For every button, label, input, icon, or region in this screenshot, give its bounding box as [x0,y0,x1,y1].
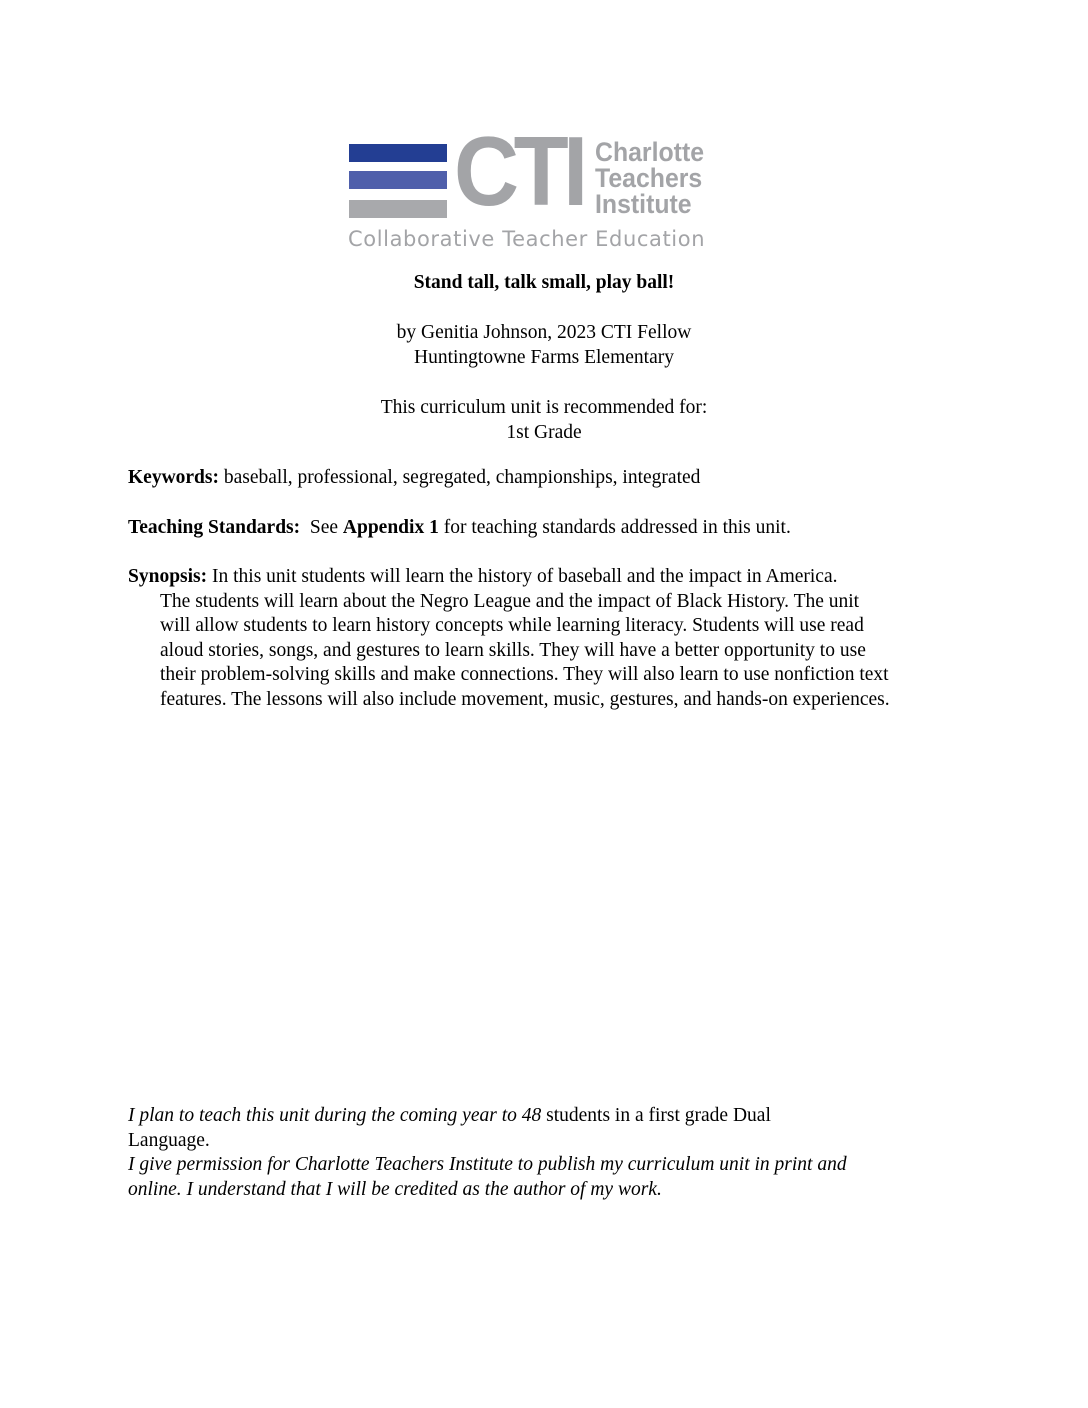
permission-statement-line-1: I give permission for Charlotte Teachers Institute to publish my curriculum unit in print and [128,1154,847,1175]
keywords-label: Keywords: [128,467,219,488]
synopsis-line: will allow students to learn history concepts while learning literacy. Students will use read [160,615,864,636]
recommended-intro: This curriculum unit is recommended for: [380,397,708,418]
keywords-paragraph [128,466,968,491]
cti-logo [348,116,740,256]
plan-statement-line-1 [128,1104,948,1129]
teacher-statement [128,1104,948,1202]
logo-name [595,139,704,217]
standards-label: Teaching Standards: [128,517,301,538]
keywords-text: baseball, professional, segregated, championships, integrated [219,467,701,488]
school-name: Huntingtowne Farms Elementary [414,347,674,368]
standards-post: for teaching standards addressed in this unit. [438,517,791,538]
teaching-standards-paragraph [128,516,968,541]
synopsis-first-line-text: In this unit students will learn the history of baseball and the impact in America. [207,566,838,587]
unit-title: Stand tall, talk small, play ball! [413,272,675,293]
synopsis-paragraph [128,565,968,712]
logo-bar-dark-blue [349,144,447,162]
logo-mark: CTI [454,116,583,226]
plan-statement-line-2: Language. [128,1129,210,1151]
synopsis-label: Synopsis: [128,566,208,587]
logo-tagline: Collaborative Teacher Education [348,227,706,251]
author-line: by Genitia Johnson, 2023 CTI Fellow [396,322,692,343]
logo-name-line-2: Teachers [595,163,703,193]
logo-bar-medium-blue [349,171,447,189]
permission-statement-line-2: online. I understand that I will be credited as the author of my work. [128,1178,662,1200]
synopsis-line: aloud stories, songs, and gestures to learn skills. They will have a better opportunity to use [160,639,866,661]
synopsis-line: The students will learn about the Negro League and the impact of Black History. The unit [160,590,860,612]
plan-statement-italic: I plan to teach this unit during the coming year to 48 [128,1105,542,1126]
appendix-reference: Appendix 1 [342,517,439,538]
recommendation-block [0,395,1088,445]
logo-name-line-1: Charlotte [595,137,705,167]
synopsis-line: their problem-solving skills and make connections. They will also learn to use nonfiction text [160,664,889,685]
standards-pre: See [300,517,343,538]
logo-name-line-3: Institute [595,189,692,219]
synopsis-line: features. The lessons will also include movement, music, gestures, and hands-on experiences. [160,688,890,710]
plan-statement-rest: students in a first grade Dual [541,1105,771,1126]
logo-bar-gray [349,200,447,218]
grade-level: 1st Grade [506,422,582,443]
synopsis-first-line [128,565,968,590]
author-block [0,320,1088,370]
